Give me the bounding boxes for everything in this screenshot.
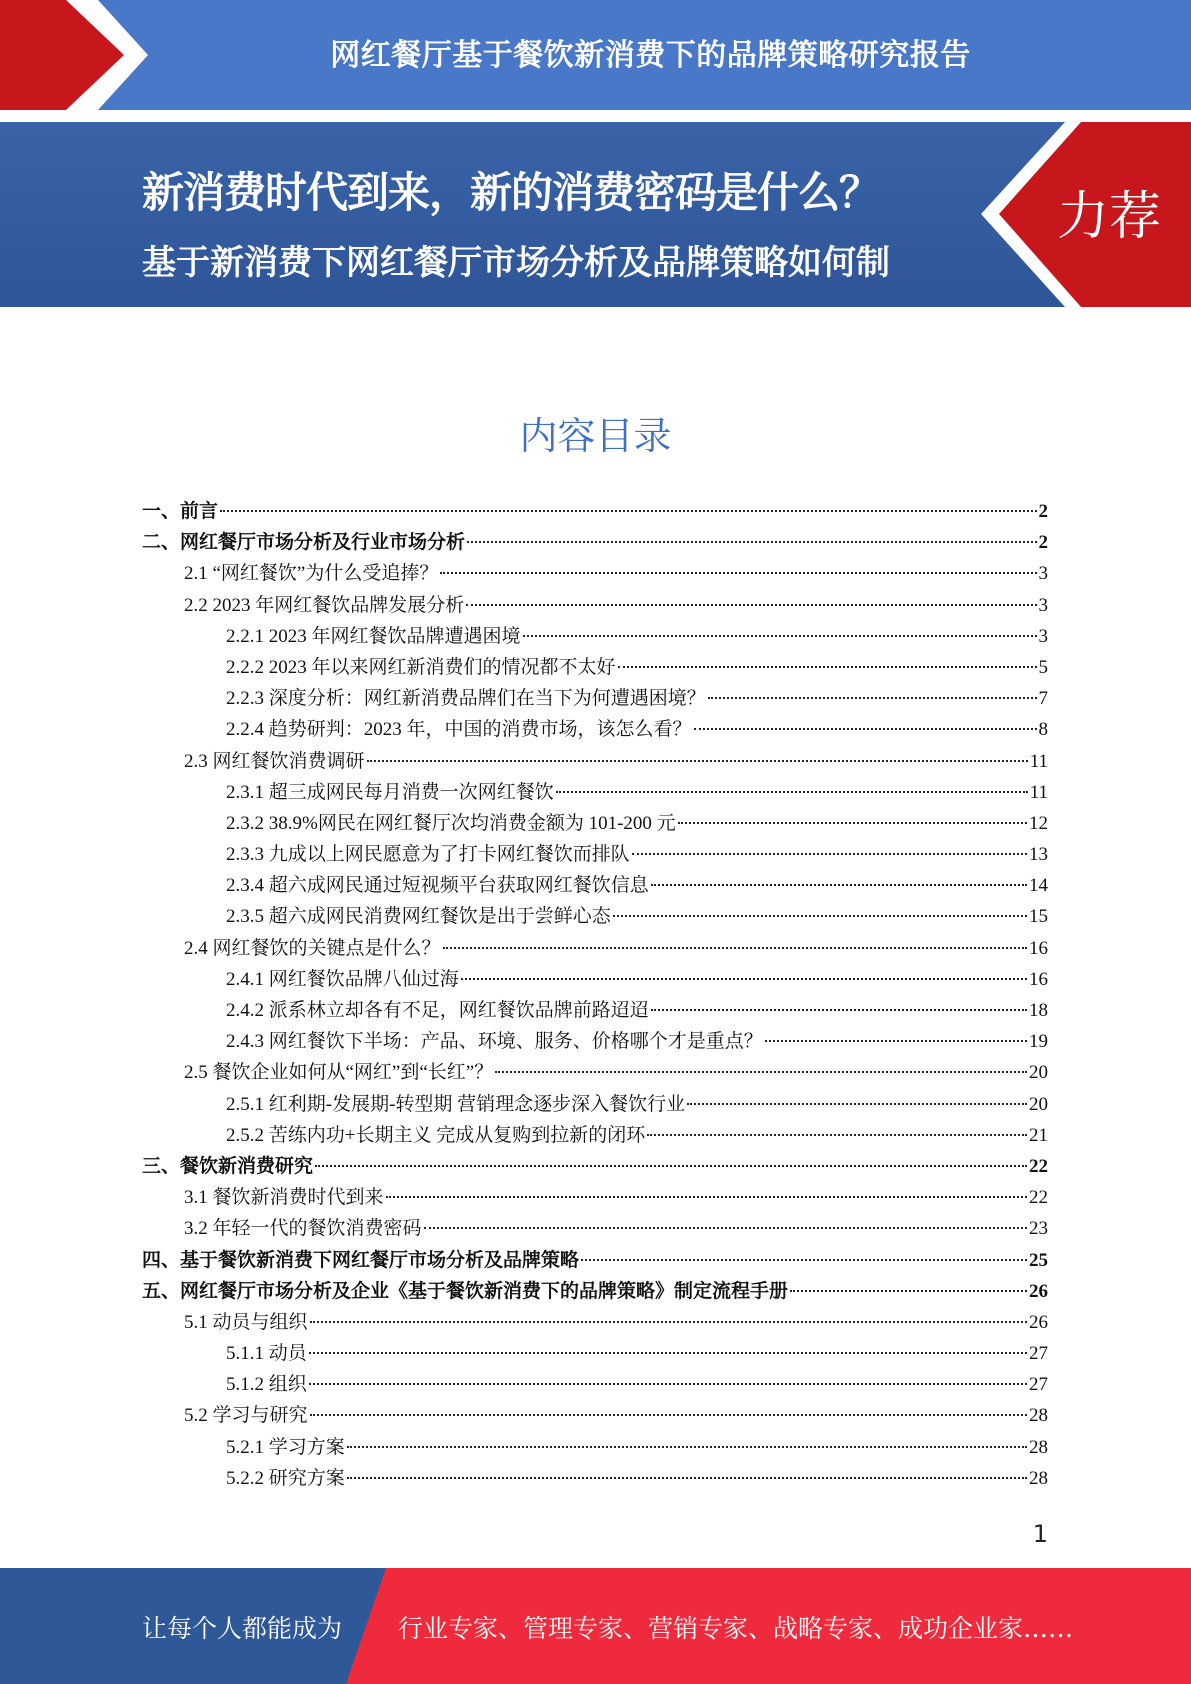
toc-entry-page: 26 [1029, 1280, 1048, 1302]
toc-dot-leader [309, 1383, 1027, 1385]
toc-entry[interactable] [142, 1369, 1048, 1400]
toc-entry-page: 19 [1029, 1031, 1048, 1053]
toc-entry-label: 5.2.1 学习方案 [226, 1436, 345, 1458]
toc-dot-leader [581, 1259, 1027, 1261]
banner-divider [0, 110, 1191, 122]
toc-dot-leader [220, 510, 1036, 512]
toc-entry-page: 20 [1029, 1093, 1048, 1115]
toc-entry-page: 22 [1029, 1155, 1048, 1177]
toc-dot-leader [443, 947, 1027, 949]
page-number: 1 [1032, 1520, 1048, 1548]
toc-entry-label: 2.2.3 深度分析：网红新消费品牌们在当下为何遭遇困境？ [226, 688, 706, 710]
toc-entry-label: 五、网红餐厅市场分析及企业《基于餐饮新消费下的品牌策略》制定流程手册 [142, 1280, 789, 1302]
toc-entry[interactable] [142, 527, 1048, 558]
recommend-badge: 力荐 [1056, 187, 1161, 247]
toc-dot-leader [613, 915, 1027, 917]
toc-dot-leader [618, 666, 1037, 668]
toc-dot-leader [651, 1009, 1027, 1011]
toc-dot-leader [632, 853, 1027, 855]
toc-dot-leader [367, 760, 1028, 762]
toc-entry[interactable] [142, 1400, 1048, 1431]
toc-entry[interactable] [142, 964, 1048, 995]
toc-dot-leader [647, 1134, 1027, 1136]
toc-entry-page: 16 [1029, 937, 1048, 959]
toc-entry[interactable] [142, 1276, 1048, 1307]
toc-entry-page: 28 [1029, 1405, 1048, 1427]
toc-entry-label: 5.2 学习与研究 [184, 1405, 308, 1427]
toc-entry-page: 22 [1029, 1187, 1048, 1209]
toc-entry-label: 2.1 “网红餐饮”为什么受追捧？ [184, 563, 439, 585]
toc-entry[interactable] [142, 746, 1048, 777]
toc-dot-leader [651, 884, 1027, 886]
toc-entry-label: 5.1.2 组织 [226, 1374, 307, 1396]
toc-dot-leader [347, 1446, 1027, 1448]
toc-entry-label: 2.2 2023 年网红餐饮品牌发展分析 [184, 594, 465, 616]
toc-entry-label: 5.1 动员与组织 [184, 1311, 308, 1333]
toc-entry-page: 5 [1038, 656, 1048, 678]
toc-dot-leader [765, 1040, 1027, 1042]
toc-entry[interactable] [142, 652, 1048, 683]
toc-entry-label: 2.4.2 派系林立却各有不足，网红餐饮品牌前路迢迢 [226, 1000, 649, 1021]
toc-entry-label: 2.4.3 网红餐饮下半场：产品、环境、服务、价格哪个才是重点？ [226, 1031, 763, 1053]
toc-entry[interactable] [142, 683, 1048, 714]
footer-slogan-left: 让每个人都能成为 [142, 1614, 343, 1643]
toc-dot-leader [687, 1103, 1027, 1105]
headline-banner [0, 122, 1191, 349]
footer-banner [0, 1568, 1191, 1684]
headline-sub: 基于新消费下网红餐厅市场分析及品牌策略如何制定？？？ [142, 243, 890, 349]
toc-dot-leader [424, 1227, 1027, 1229]
toc-entry-label: 3.2 年轻一代的餐饮消费密码 [184, 1218, 422, 1240]
toc-entry[interactable] [142, 1026, 1048, 1057]
toc-dot-leader [347, 1477, 1027, 1479]
toc-entry-label: 2.3.2 38.9%网民在网红餐厅次均消费金额为 101-200 元 [226, 812, 676, 834]
toc-dot-leader [708, 697, 1037, 699]
toc-dot-leader [461, 978, 1027, 980]
toc-entry-page: 2 [1038, 532, 1048, 554]
toc-entry[interactable] [142, 901, 1048, 932]
toc-entry-label: 2.2.4 趋势研判：2023 年，中国的消费市场，该怎么看？ [226, 719, 692, 741]
toc-entry-page: 16 [1029, 968, 1048, 990]
toc-entry-page: 2 [1038, 501, 1048, 522]
footer-slogan-right: 行业专家、管理专家、营销专家、战略专家、成功企业家…… [398, 1614, 1074, 1643]
toc-entry-page: 28 [1029, 1436, 1048, 1458]
toc-entry-label: 2.5.2 苦练内功+长期主义 完成从复购到拉新的闭环 [226, 1124, 646, 1146]
toc-entry[interactable] [142, 995, 1048, 1026]
toc-entry-page: 20 [1029, 1062, 1048, 1084]
toc-entry[interactable] [142, 1182, 1048, 1213]
toc-entry-label: 2.3.5 超六成网民消费网红餐饮是出于尝鲜心态 [226, 906, 611, 928]
toc-entry-label: 2.3.4 超六成网民通过短视频平台获取网红餐饮信息 [226, 875, 649, 897]
toc-entry-label: 2.4 网红餐饮的关键点是什么？ [184, 937, 441, 959]
toc-entry[interactable] [142, 777, 1048, 808]
toc-entry-page: 18 [1029, 1000, 1048, 1021]
toc-entry[interactable] [142, 870, 1048, 901]
toc-entry-page: 12 [1029, 812, 1048, 834]
toc-entry-label: 2.3 网红餐饮消费调研 [184, 750, 365, 772]
toc-dot-leader [678, 822, 1027, 824]
toc-entry-page: 15 [1029, 906, 1048, 928]
toc-entry-page: 3 [1038, 594, 1048, 616]
toc-entry-label: 二、网红餐厅市场分析及行业市场分析 [142, 532, 466, 554]
toc-entry-page: 27 [1029, 1343, 1048, 1365]
toc-entry-page: 21 [1029, 1124, 1048, 1146]
toc-dot-leader [440, 572, 1036, 574]
toc-entry[interactable] [142, 714, 1048, 745]
toc-entry[interactable] [142, 1338, 1048, 1369]
toc-entry-page: 11 [1029, 781, 1048, 803]
toc-dot-leader [310, 1414, 1027, 1416]
toc-entry[interactable] [142, 933, 1048, 964]
toc-entry-page: 8 [1038, 719, 1048, 741]
report-title: 网红餐厅基于餐饮新消费下的品牌策略研究报告 [330, 38, 971, 73]
toc-entry-label: 5.1.1 动员 [226, 1343, 307, 1365]
toc-entry-page: 13 [1029, 844, 1048, 866]
toc-dot-leader [467, 541, 1036, 543]
toc-dot-leader [495, 1071, 1027, 1073]
toc-entry-label: 三、餐饮新消费研究 [142, 1155, 314, 1177]
toc-entry[interactable] [142, 1245, 1048, 1276]
toc-entry-label: 四、基于餐饮新消费下网红餐厅市场分析及品牌策略 [142, 1249, 580, 1271]
toc-entry[interactable] [142, 1151, 1048, 1182]
toc-entry-page: 7 [1038, 688, 1048, 710]
toc-title: 内容目录 [519, 414, 672, 458]
toc-dot-leader [523, 635, 1037, 637]
toc-entry[interactable] [142, 1432, 1048, 1463]
headline-main: 新消费时代到来，新的消费密码是什么？ [142, 168, 881, 217]
toc-entry[interactable] [142, 1089, 1048, 1120]
toc-entry-page: 11 [1029, 750, 1048, 772]
toc-entry-page: 23 [1029, 1218, 1048, 1240]
toc-entry[interactable] [142, 590, 1048, 621]
toc-entry-label: 3.1 餐饮新消费时代到来 [184, 1187, 384, 1209]
top-banner [0, 0, 1191, 110]
toc-entry-page: 3 [1038, 625, 1048, 647]
toc-entry-label: 2.5.1 红利期-发展期-转型期 营销理念逐步深入餐饮行业 [226, 1093, 686, 1115]
toc-dot-leader [309, 1352, 1027, 1354]
toc-dot-leader [694, 728, 1037, 730]
toc-entry-label: 2.3.1 超三成网民每月消费一次网红餐饮 [226, 781, 554, 803]
toc-entry-label: 5.2.2 研究方案 [226, 1467, 345, 1489]
toc-entry-label: 一、前言 [142, 501, 219, 522]
toc-entry[interactable] [142, 839, 1048, 870]
toc-entry[interactable] [142, 1057, 1048, 1088]
toc-entry-page: 25 [1029, 1249, 1048, 1271]
toc-entry-page: 27 [1029, 1374, 1048, 1396]
toc-entry-label: 2.2.1 2023 年网红餐饮品牌遭遇困境 [226, 625, 521, 647]
toc-dot-leader [315, 1165, 1027, 1167]
toc-entry[interactable] [142, 621, 1048, 652]
table-of-contents [142, 496, 1048, 1494]
toc-dot-leader [466, 604, 1036, 606]
toc-entry-label: 2.5 餐饮企业如何从“网红”到“长红”？ [184, 1062, 494, 1084]
toc-entry-label: 2.3.3 九成以上网民愿意为了打卡网红餐饮而排队 [226, 844, 630, 866]
toc-entry-page: 28 [1029, 1467, 1048, 1489]
toc-dot-leader [310, 1321, 1027, 1323]
toc-entry[interactable] [142, 808, 1048, 839]
toc-entry-label: 2.2.2 2023 年以来网红新消费们的情况都不太好 [226, 656, 616, 678]
toc-dot-leader [386, 1196, 1027, 1198]
red-chevron-decoration [0, 0, 160, 110]
toc-entry[interactable] [142, 1120, 1048, 1151]
toc-entry[interactable] [142, 496, 1048, 527]
toc-dot-leader [790, 1290, 1027, 1292]
toc-entry[interactable] [142, 1213, 1048, 1244]
toc-entry[interactable] [142, 558, 1048, 589]
toc-entry-page: 14 [1029, 875, 1048, 897]
toc-dot-leader [556, 791, 1028, 793]
toc-entry-label: 2.4.1 网红餐饮品牌八仙过海 [226, 968, 459, 990]
toc-entry-page: 26 [1029, 1311, 1048, 1333]
toc-entry-page: 3 [1038, 563, 1048, 585]
toc-entry[interactable] [142, 1463, 1048, 1494]
toc-entry[interactable] [142, 1307, 1048, 1338]
